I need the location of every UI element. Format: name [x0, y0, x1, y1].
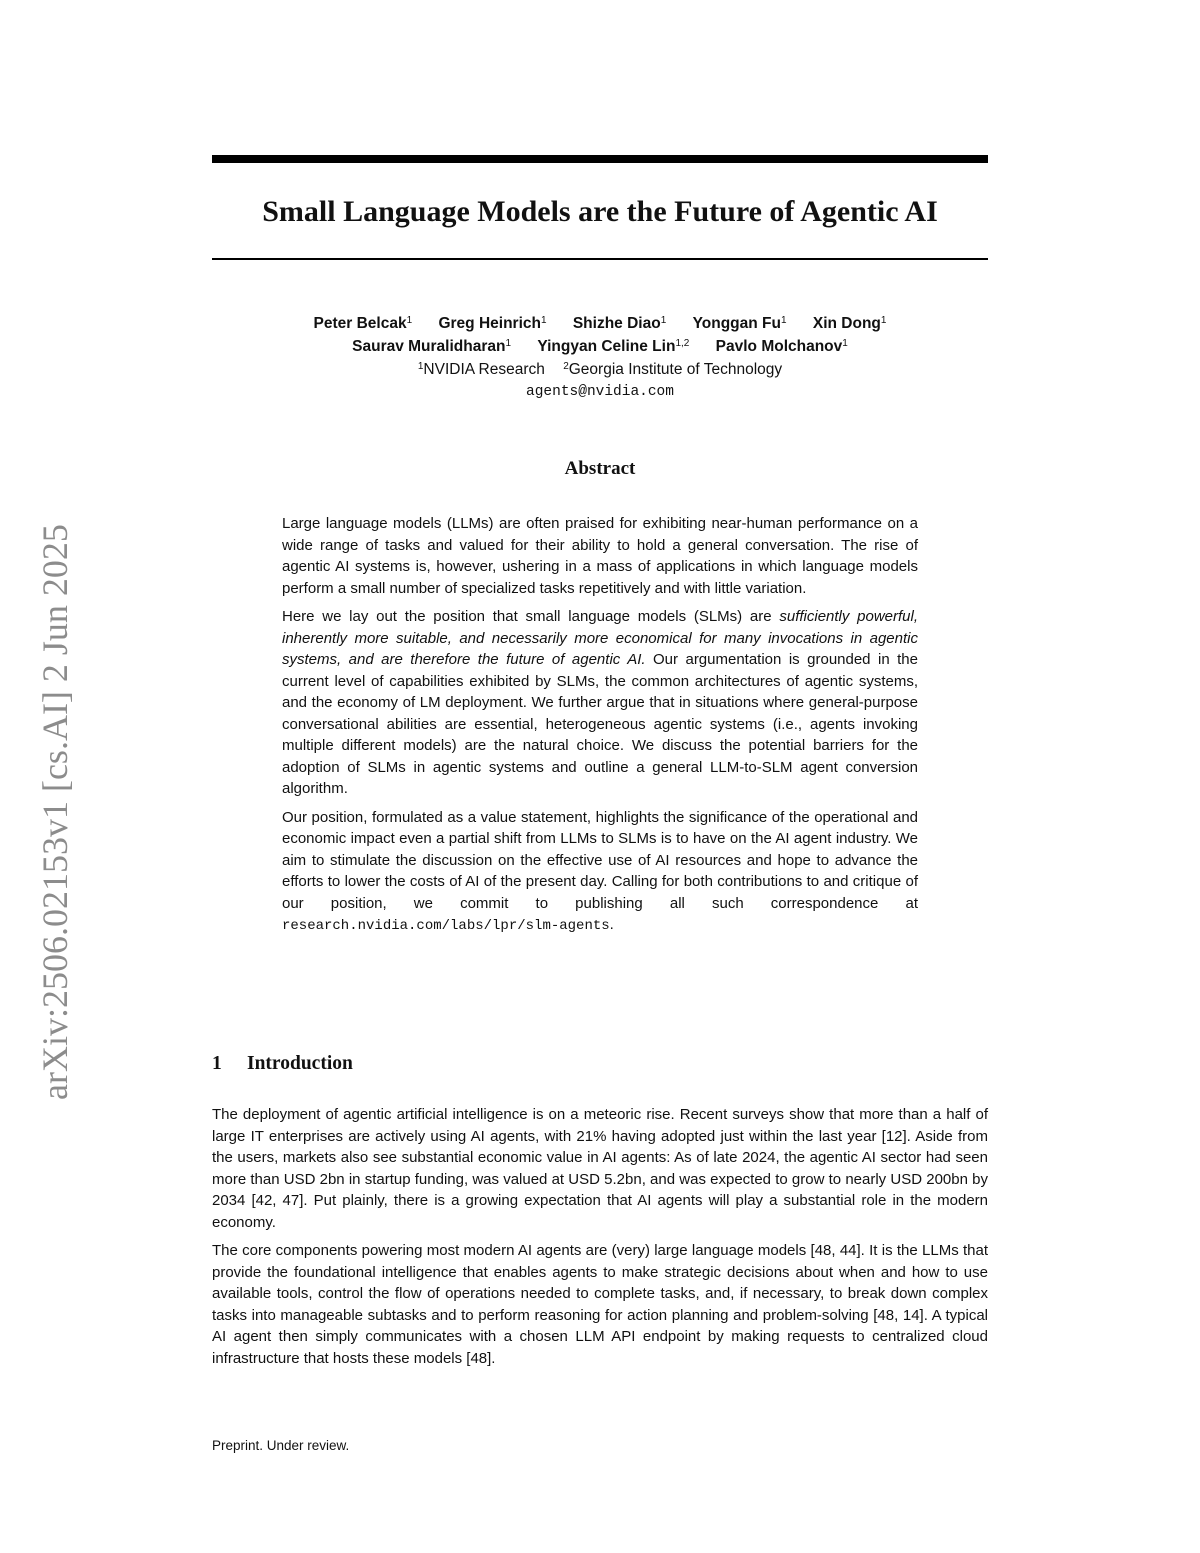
title-bottom-rule [212, 258, 988, 260]
author: Yonggan Fu$^1$ [692, 315, 787, 332]
author-list [212, 312, 988, 358]
abstract-paragraph: Our position, formulated as a value statement, highlights the significance of the operational and economic impact even a partial shift from LLMs to SLMs is to have on the AI agent industry. We aim to stimulate the discussion on the effective use of AI resources and hope to advance the efforts to lower the costs of AI of the present day. Calling for both contributions to and critique of our position, we commit to publishing all such correspondence at research.nvidia.com/labs/lpr/slm-agents. [282, 808, 918, 934]
body-paragraph: The deployment of agentic artificial intelligence is on a meteoric rise. Recent surveys show that more than a half of large IT enterprises are actively using AI agents, with 21% having adopted just within the last year [12]. Aside from the users, markets also see substantial economic value in AI agents: As of late 2024, the agentic AI sector had seen more than USD 2bn in startup funding, was valued at USD 5.2bn, and was expected to grow to nearly USD 200bn by 2034 [42, 47]. Put plainly, there is a growing expectation that AI agents will play a substantial role in the modern economy. [212, 1106, 988, 1231]
section-title: Introduction [247, 1053, 353, 1074]
author-row-2 [212, 335, 988, 358]
author: Xin Dong$^1$ [812, 315, 887, 332]
section-heading [212, 1050, 988, 1078]
author: Shizhe Diao$^1$ [572, 315, 667, 332]
author: Yingyan Celine Lin$^{1,2}$ [537, 338, 690, 355]
page-footer: Preprint. Under review. [212, 1438, 350, 1453]
title-top-rule [212, 155, 988, 163]
affiliation: $^2$Georgia Institute of Technology [563, 361, 783, 378]
body-paragraph: The core components powering most modern AI agents are (very) large language models [48, 44]. It is the LLMs that provide the foundational intelligence that enables agents to make strategic decisions about when and how to use available tools, control the flow of operations needed to complete tasks, and, if necessary, to break down complex tasks into manageable subtasks and to perform reasoning for action planning and problem-solving [48, 14]. A typical AI agent then simply communicates with a chosen LLM API endpoint by making requests to centralized cloud infrastructure that hosts these models [48]. [212, 1242, 988, 1367]
section-number: 1 [212, 1053, 222, 1074]
author-row-1 [212, 312, 988, 335]
abstract-body [282, 513, 918, 945]
abstract-heading: Abstract [564, 458, 636, 479]
position-statement: sufficiently powerful, inherently more suitable, and necessarily more economical for many invocations in agentic systems, and are therefore the future of agentic AI. [282, 608, 918, 668]
project-url-link[interactable]: research.nvidia.com/labs/lpr/slm-agents [282, 918, 610, 934]
abstract-paragraph: Here we lay out the position that small language models (SLMs) are sufficiently powerful, inherently more suitable, and necessarily more economical for many invocations in agentic systems, and are therefore the future of agentic AI. Our argumentation is grounded in the current level of capabilities exhibited by SLMs, the common architectures of agentic systems, and the economy of LM deployment. We further argue that in situations where general-purpose conversational abilities are essential, heterogeneous agentic systems (i.e., agents invoking multiple different models) are the natural choice. We discuss the potential barriers for the adoption of SLMs in agentic systems and outline a general LLM-to-SLM agent conversion algorithm. [282, 608, 918, 797]
abstract-paragraph: Large language models (LLMs) are often praised for exhibiting near-human performance on a wide range of tasks and valued for their ability to hold a general conversation. The rise of agentic AI systems is, however, ushering in a mass of applications in which language models perform a small number of specialized tasks repetitively and with little variation. [282, 515, 918, 597]
arxiv-stamp: arXiv:2506.02153v1 [cs.AI] 2 Jun 2025 [35, 524, 75, 1100]
section-body [212, 1104, 988, 1376]
author: Saurav Muralidharan$^1$ [352, 338, 512, 355]
affiliation: $^1$NVIDIA Research [417, 361, 545, 378]
paper-title: Small Language Models are the Future of Agentic AI [262, 195, 938, 228]
affiliations [212, 358, 988, 381]
author: Peter Belcak$^1$ [313, 315, 413, 332]
contact-email[interactable]: agents@nvidia.com [526, 384, 674, 400]
author: Pavlo Molchanov$^1$ [715, 338, 848, 355]
author: Greg Heinrich$^1$ [438, 315, 547, 332]
